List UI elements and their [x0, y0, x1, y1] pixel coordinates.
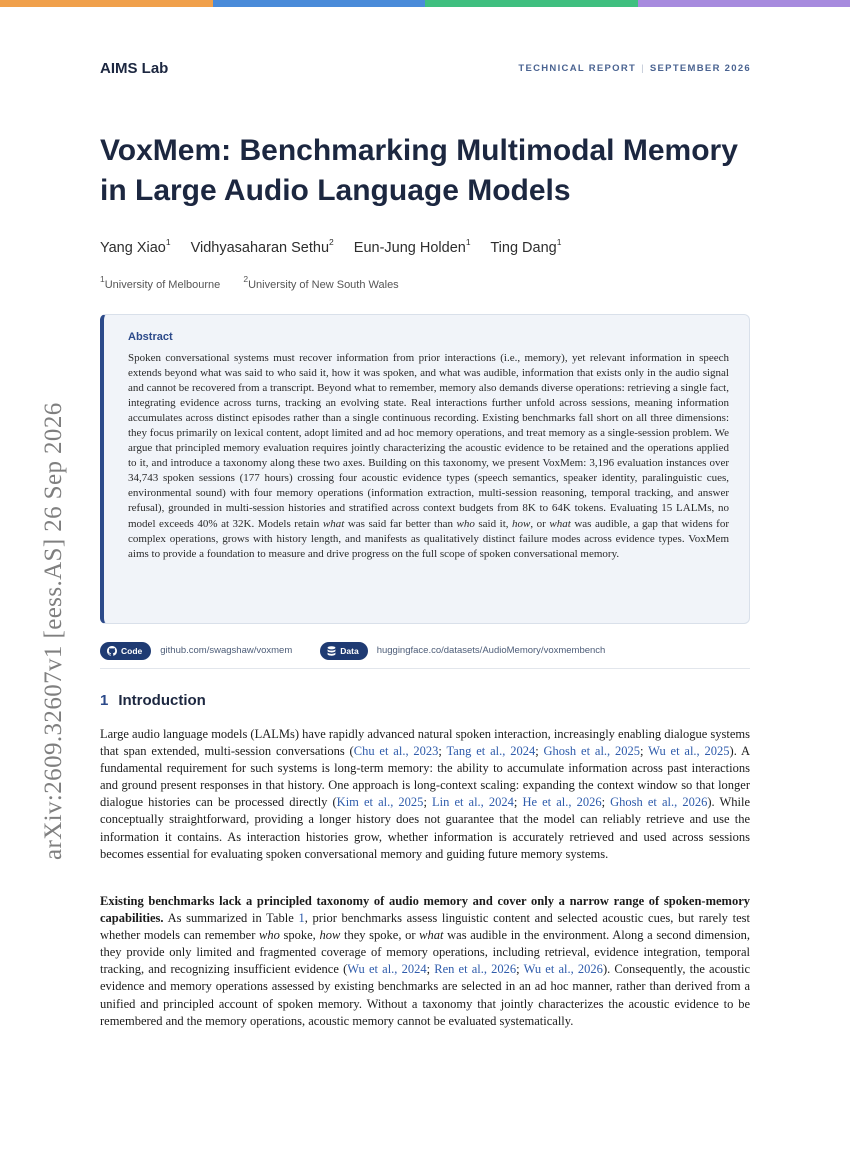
section-heading — [100, 692, 206, 709]
code-badge[interactable] — [100, 642, 151, 660]
affiliation — [100, 274, 221, 291]
emphasis: how — [319, 928, 341, 943]
code-url-link[interactable]: github.com/swagshaw/voxmem — [160, 645, 293, 656]
text-segment: they spoke, or — [340, 928, 420, 943]
citation-link[interactable]: Lin et al., 2024 — [432, 795, 514, 810]
affiliation-name: University of Melbourne — [104, 278, 221, 291]
divider — [100, 668, 750, 669]
abstract-emphasis: who — [456, 517, 475, 530]
report-label — [518, 63, 751, 74]
author-name: Eun-Jung Holden — [353, 239, 466, 256]
affiliation-number: 1 — [100, 274, 105, 284]
text-segment: ). A fundamental requirement for such systems is long-term memory: the ability to accumulate information across past interactions and ground present responses in that history. One approach is long-context scaling: expanding the context window so that longer dialogue histories can be processed directly ( — [100, 744, 751, 810]
paragraph-lead: Existing benchmarks lack a principled taxonomy of audio memory and cover only a narrow range of spoken-memory capabilities. — [100, 894, 750, 926]
text-segment: ). While conceptually straightforward, providing a longer history does not guarantee that the model can reliably retrieve and use the information it contains. As interaction histories grow, whether information is accurately retrieved and used across sessions becomes essential for evaluating spoken conversational memory and guiding future memory systems. — [100, 795, 751, 861]
abstract-emphasis: how — [512, 517, 531, 530]
text-segment: spoke, — [279, 928, 320, 943]
citation-link[interactable]: Wu et al., 2025 — [648, 744, 730, 759]
text-segment: ; — [423, 795, 432, 810]
accent-segment-orange — [0, 0, 213, 7]
author-affiliation-mark: 2 — [329, 237, 334, 247]
paper-title — [100, 131, 760, 211]
text-segment: ; — [516, 962, 524, 977]
emphasis: who — [259, 928, 280, 943]
emphasis: what — [419, 928, 444, 943]
author-affiliation-mark: 1 — [556, 237, 562, 247]
paper-title-line-1: VoxMem: Benchmarking Multimodal Memory — [100, 134, 738, 167]
text-segment: ; — [535, 744, 544, 759]
author-name: Ting Dang — [490, 239, 557, 256]
text-segment: ; — [601, 795, 611, 810]
citation-link[interactable]: He et al., 2026 — [522, 795, 602, 810]
section-number: 1 — [100, 692, 109, 709]
author-affiliation-mark: 1 — [465, 237, 471, 247]
github-icon — [107, 646, 117, 656]
author — [100, 237, 171, 256]
text-segment: ; — [640, 744, 649, 759]
affiliation — [243, 274, 399, 291]
author — [190, 237, 334, 256]
text-segment: , prior benchmarks assess linguistic content and selected acoustic cues, but rarely test whether models can remember — [100, 911, 750, 943]
affiliation-number: 2 — [243, 274, 249, 284]
citation-link[interactable]: Ghosh et al., 2026 — [610, 795, 708, 810]
text-segment: ; — [513, 795, 523, 810]
database-icon — [327, 646, 336, 656]
citation-link[interactable]: Tang et al., 2024 — [446, 744, 536, 759]
abstract-emphasis: what — [549, 517, 571, 530]
author — [490, 237, 562, 256]
abstract-text-segment: , or — [530, 517, 550, 530]
citation-link[interactable]: Wu et al., 2026 — [523, 962, 603, 977]
citation-link[interactable]: Ren et al., 2026 — [434, 962, 517, 977]
author — [353, 237, 471, 256]
citation-link[interactable]: Chu et al., 2023 — [353, 744, 439, 759]
resource-links — [100, 641, 605, 660]
affiliation-name: University of New South Wales — [248, 278, 399, 291]
intro-paragraph-2 — [100, 893, 750, 1030]
data-label: Data — [340, 645, 359, 656]
abstract-text-segment: said it, — [474, 517, 513, 530]
abstract-heading: Abstract — [128, 331, 173, 343]
text-segment: ). Consequently, the acoustic evidence and memory operations assessed by existing benchmarks are selected in an ad hoc manner, rather than derived from a unified and principled account of spoken memory. Without a taxonomy that jointly characterizes the acoustic evidence to be remembered and the memory operations, acoustic memory cannot be evaluated systematically. — [100, 962, 751, 1028]
report-separator: | — [641, 63, 645, 74]
author-affiliation-mark: 1 — [165, 237, 171, 247]
text-segment: ; — [426, 962, 435, 977]
lab-name: AIMS Lab — [100, 60, 169, 77]
abstract-text-segment: was said far better than — [344, 517, 457, 530]
arxiv-identifier: arXiv:2609.32607v1 [eess.AS] 26 Sep 2026 — [40, 402, 67, 860]
text-segment: was audible in the environment. Along a second dimension, they provide only limited and fragmented coverage of memory operations, including retrieval, evidence integration, temporal tracking, and recognizing insufficient evidence ( — [100, 928, 750, 977]
abstract-text — [128, 351, 729, 562]
affiliation-list — [100, 275, 419, 291]
text-segment: Large audio language models (LALMs) have rapidly advanced natural spoken interaction, increasingly enabling dialogue systems that span extended, multi-session conversations ( — [100, 727, 750, 759]
data-url-link[interactable]: huggingface.co/datasets/AudioMemory/voxmembench — [376, 645, 606, 656]
citation-link[interactable]: Ghosh et al., 2025 — [543, 744, 641, 759]
accent-segment-blue — [213, 0, 426, 7]
author-list — [100, 238, 577, 256]
text-segment: ; — [438, 744, 447, 759]
accent-color-bar — [0, 0, 850, 7]
abstract-emphasis: what — [322, 517, 345, 530]
citation-link[interactable]: Wu et al., 2024 — [347, 962, 427, 977]
text-segment: As summarized in Table — [163, 911, 299, 926]
abstract-text-segment: Spoken conversational systems must recover information from prior interactions (i.e., memory), yet relevant information in speech extends beyond what was said to who said it, how it was spoken, and what was audible, information that exists only in the audio signal and cannot be recovered from a transcript. Beyond what to remember, memory also demands diverse operations: retrieving a single fact, integrating evidence across turns, tracking an evolving state. Real interactions further unfold across sessions, meaning information accumulates across distinct episodes rather than a single continuous recording. Existing benchmarks fall short on all three dimensions: they focus primarily on lexical content, adopt limited and ad hoc memory operations, and treat memory as a single-session problem. We argue that principled memory evaluation requires jointly characterizing the acoustic evidence to be retained and the operations applied to it, and introduce a taxonomy along these two axes. Building on this taxonomy, we present VoxMem: 3,196 evaluation instances over 34,743 spoken sessions (177 hours) crossing four acoustic evidence types (speech semantics, speaker identity, paralinguistic cues, environmental sound) with four memory operations (information extraction, multi-session reasoning, temporal tracking, and answer refusal), grounded in multi-session histories and stratified across context budgets from 8K to 64K tokens. Evaluating 15 LALMs, no model exceeds 40% at 32K. Models retain — [128, 352, 729, 530]
abstract-box — [100, 314, 750, 624]
intro-paragraph-1 — [100, 726, 750, 863]
table-reference-link[interactable]: 1 — [298, 911, 305, 926]
abstract-text-segment: was audible, a gap that widens for complex operations, grows with history length, and manifests as qualitatively distinct failure modes across evidence types. VoxMem aims to provide a foundation to measure and drive progress on the full scope of spoken conversational memory. — [128, 517, 730, 560]
report-date: SEPTEMBER 2026 — [649, 63, 751, 74]
author-name: Vidhyasaharan Sethu — [190, 239, 330, 256]
author-name: Yang Xiao — [100, 239, 166, 256]
report-type: TECHNICAL REPORT — [518, 63, 637, 74]
section-title: Introduction — [118, 692, 206, 709]
accent-segment-green — [425, 0, 638, 7]
data-badge[interactable] — [320, 642, 367, 660]
paper-title-line-2: in Large Audio Language Models — [100, 174, 571, 207]
code-label: Code — [121, 645, 143, 656]
accent-segment-purple — [638, 0, 850, 7]
citation-link[interactable]: Kim et al., 2025 — [336, 795, 424, 810]
